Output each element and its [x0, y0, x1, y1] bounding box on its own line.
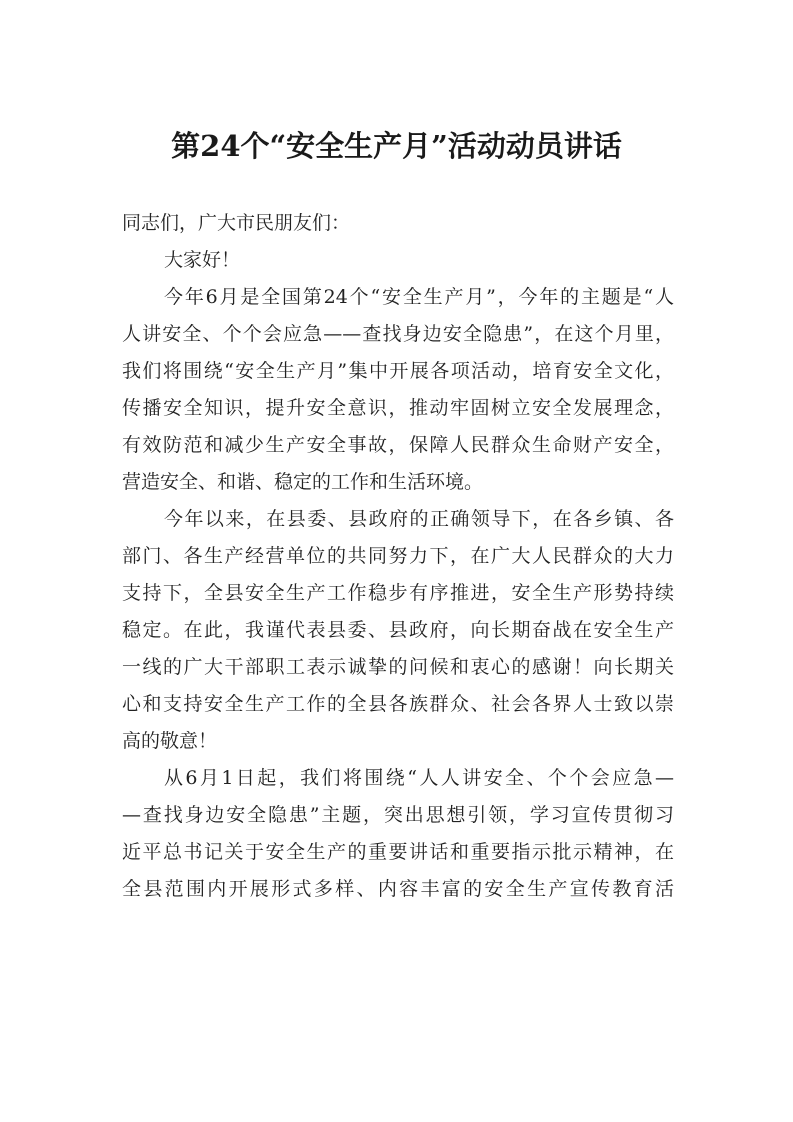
paragraph-1-line-4: 传播安全知识，提升安全意识，推动牢固树立安全发展理念， — [122, 397, 674, 419]
paragraph-3-line-1: 从6月1日起，我们将围绕“人人讲安全、个个会应急— — [164, 767, 674, 789]
greeting: 大家好！ — [164, 249, 241, 271]
document-body — [122, 205, 674, 908]
paragraph-2-line-7: 高的敬意！ — [122, 730, 218, 752]
salutation: 同志们，广大市民朋友们： — [122, 212, 351, 234]
paragraph-2-line-1: 今年以来，在县委、县政府的正确领导下，在各乡镇、各 — [164, 508, 674, 530]
paragraph-2-line-4: 稳定。在此，我谨代表县委、县政府，向长期奋战在安全生产 — [122, 619, 674, 641]
paragraph-3-line-2: —查找身边安全隐患”主题，突出思想引领，学习宣传贯彻习 — [122, 804, 674, 826]
paragraph-1-line-2: 人讲安全、个个会应急——查找身边安全隐患”，在这个月里， — [122, 323, 674, 345]
paragraph-3-line-4: 全县范围内开展形式多样、内容丰富的安全生产宣传教育活 — [122, 878, 674, 900]
document-title: 第24个“安全生产月”活动动员讲话 — [171, 129, 622, 163]
paragraph-1-line-6: 营造安全、和谐、稳定的工作和生活环境。 — [122, 471, 484, 493]
paragraph-1-line-5: 有效防范和减少生产安全事故，保障人民群众生命财产安全， — [122, 434, 674, 456]
paragraph-1-line-3: 我们将围绕“安全生产月”集中开展各项活动，培育安全文化， — [122, 360, 674, 382]
paragraph-1-line-1: 今年6月是全国第24个“安全生产月”，今年的主题是“人 — [164, 286, 674, 308]
paragraph-2-line-3: 支持下，全县安全生产工作稳步有序推进，安全生产形势持续 — [122, 582, 674, 604]
paragraph-3-line-3: 近平总书记关于安全生产的重要讲话和重要指示批示精神，在 — [122, 841, 674, 863]
paragraph-2-line-2: 部门、各生产经营单位的共同努力下，在广大人民群众的大力 — [122, 545, 674, 567]
paragraph-2-line-6: 心和支持安全生产工作的全县各族群众、社会各界人士致以崇 — [122, 693, 674, 715]
paragraph-2-line-5: 一线的广大干部职工表示诚挚的问候和衷心的感谢！向长期关 — [122, 656, 674, 678]
